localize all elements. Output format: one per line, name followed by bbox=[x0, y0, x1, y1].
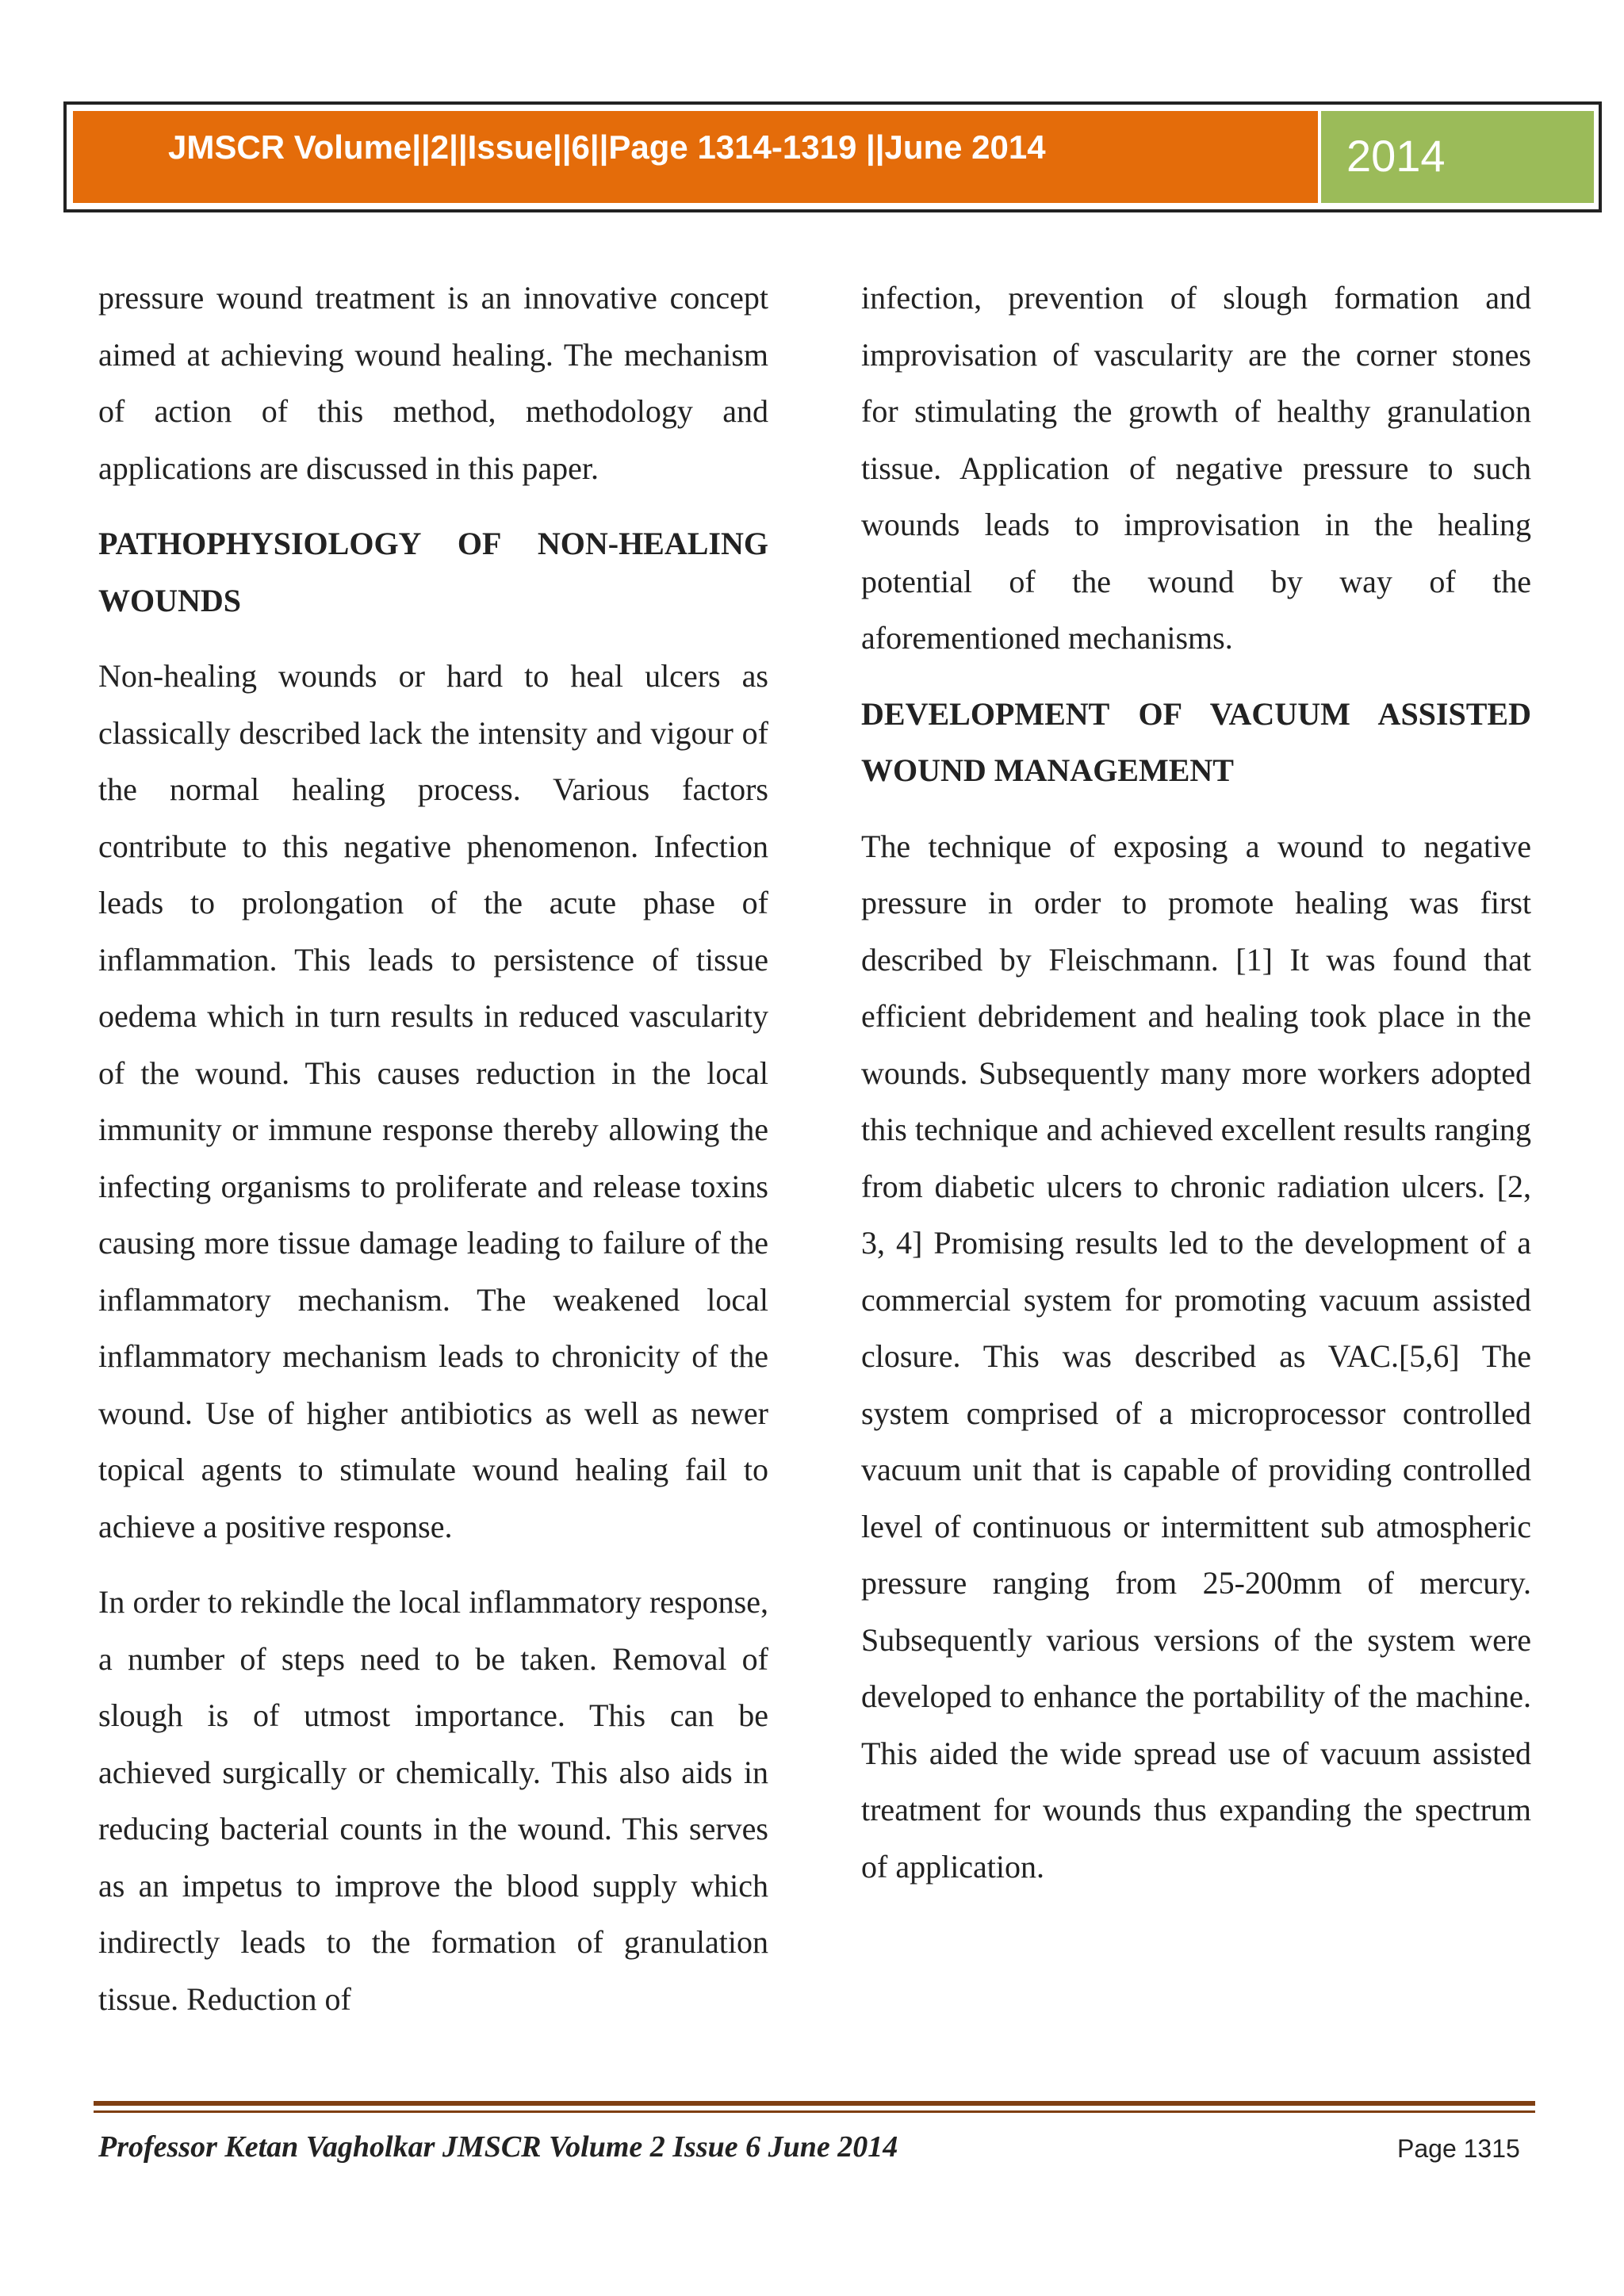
section-heading-pathophysiology: PATHOPHYSIOLOGY OF NON-HEALING WOUNDS bbox=[98, 526, 768, 618]
left-paragraph-3: In order to rekindle the local inflammatory response, a number of steps need to be taken. Removal of slough is of utmost importance. This can be achieved surgically or chemically. This also aids in reducing bacterial counts in the wound. This serves as an impetus to improve the blood supply which indirectly leads to the formation of granulation tissue. Reduction of bbox=[98, 1584, 768, 2017]
right-column bbox=[861, 270, 1531, 1895]
page-number: Page 1315 bbox=[1397, 2134, 1520, 2163]
footer-citation: Professor Ketan Vagholkar JMSCR Volume 2 Issue 6 June 2014 bbox=[98, 2130, 898, 2164]
left-paragraph-1: pressure wound treatment is an innovative concept aimed at achieving wound healing. The mechanism of action of this method, methodology and applications are discussed in this paper. bbox=[98, 280, 768, 486]
header-year: 2014 bbox=[1346, 131, 1446, 181]
left-column bbox=[98, 270, 768, 2027]
header-title: JMSCR Volume||2||Issue||6||Page 1314-1319 ||June 2014 bbox=[168, 128, 1046, 166]
footer-rule-thick bbox=[94, 2101, 1535, 2106]
left-paragraph-2: Non-healing wounds or hard to heal ulcers as classically described lack the intensity and vigour of the normal healing process. Various factors contribute to this negative phenomenon. Infection leads to prolongation of the acute phase of inflammation. This leads to persistence of tissue oedema which in turn results in reduced vascularity of the wound. This causes reduction in the local immunity or immune response thereby allowing the infecting organisms to proliferate and release toxins causing more tissue damage leading to failure of the inflammatory mechanism. The weakened local inflammatory mechanism leads to chronicity of the wound. Use of higher antibiotics as well as newer topical agents to stimulate wound healing fail to achieve a positive response. bbox=[98, 658, 768, 1544]
header-title-band bbox=[73, 111, 1318, 203]
section-heading-development: DEVELOPMENT OF VACUUM ASSISTED WOUND MANAGEMENT bbox=[861, 695, 1531, 788]
header-year-band bbox=[1321, 111, 1594, 203]
right-paragraph-2: The technique of exposing a wound to negative pressure in order to promote healing was first described by Fleischmann. [1] It was found that efficient debridement and healing took place in the wounds. Subsequently many more workers adopted this technique and achieved excellent results ranging from diabetic ulcers to chronic radiation ulcers. [2, 3, 4] Promising results led to the development of a commercial system for promoting vacuum assisted closure. This was described as VAC.[5,6] The system comprised of a microprocessor controlled vacuum unit that is capable of providing controlled level of continuous or intermittent sub atmospheric pressure ranging from 25-200mm of mercury. Subsequently various versions of the system were developed to enhance the portability of the machine. This aided the wide spread use of vacuum assisted treatment for wounds thus expanding the spectrum of application. bbox=[861, 828, 1531, 1885]
journal-header bbox=[63, 101, 1602, 212]
right-paragraph-1: infection, prevention of slough formation and improvisation of vascularity are the corner stones for stimulating the growth of healthy granulation tissue. Application of negative pressure to such wounds leads to improvisation in the healing potential of the wound by way of the aforementioned mechanisms. bbox=[861, 280, 1531, 656]
footer-rule-thin bbox=[94, 2110, 1535, 2113]
